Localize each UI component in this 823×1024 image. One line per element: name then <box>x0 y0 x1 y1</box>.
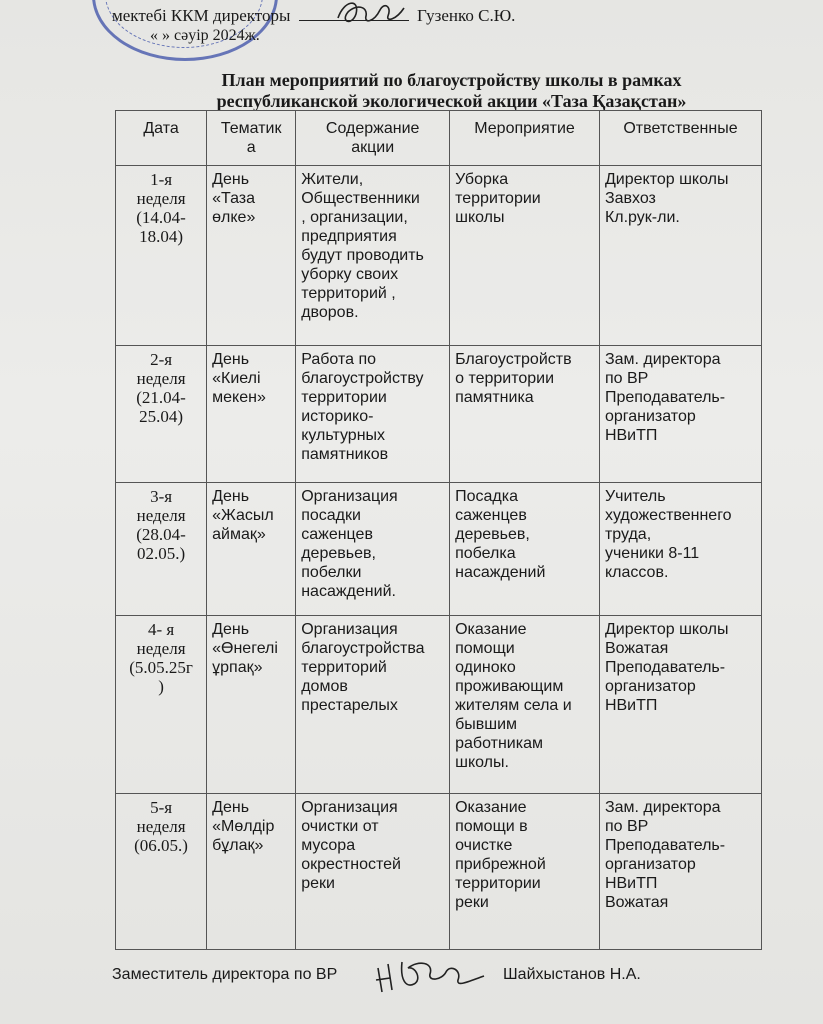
header-date: Дата <box>116 111 207 166</box>
header-responsible: Ответственные <box>599 111 761 166</box>
cell-date: 4- я неделя (5.05.25г ) <box>116 616 207 794</box>
header-content: Содержание акции <box>296 111 450 166</box>
cell-event: Благоустройств о территории памятника <box>450 346 600 483</box>
cell-responsible: Зам. директора по ВР Преподаватель- организатор НВиТП Вожатая <box>599 794 761 950</box>
director-signature <box>330 0 410 30</box>
cell-theme: День «Мөлдір бұлақ» <box>207 794 296 950</box>
cell-responsible: Директор школы Вожатая Преподаватель- организатор НВиТП <box>599 616 761 794</box>
events-plan-table <box>115 110 762 950</box>
cell-event: Оказание помощи в очистке прибрежной территории реки <box>450 794 600 950</box>
cell-date: 2-я неделя (21.04- 25.04) <box>116 346 207 483</box>
table-row <box>116 346 762 483</box>
cell-content: Организация очистки от мусора окрестностей реки <box>296 794 450 950</box>
footer-name: Шайхыстанов Н.А. <box>503 966 641 983</box>
page-title-line2: республиканской экологической акции «Таза Қазақстан» <box>216 91 687 111</box>
table-header-row <box>116 111 762 166</box>
cell-theme: День «Таза өлке» <box>207 166 296 346</box>
cell-content: Организация благоустройства территорий домов престарелых <box>296 616 450 794</box>
cell-content: Работа по благоустройству территории историко- культурных памятников <box>296 346 450 483</box>
cell-theme: День «Киелі мекен» <box>207 346 296 483</box>
approver-prefix: мектебі ККМ директоры <box>112 6 291 25</box>
table-row <box>116 616 762 794</box>
cell-date: 1-я неделя (14.04- 18.04) <box>116 166 207 346</box>
cell-responsible: Учитель художественнего труда, ученики 8-11 классов. <box>599 483 761 616</box>
header-event: Мероприятие <box>450 111 600 166</box>
approver-line <box>112 6 515 26</box>
approver-name: Гузенко С.Ю. <box>416 6 516 25</box>
table-row <box>116 794 762 950</box>
header-theme: Тематик а <box>207 111 296 166</box>
cell-theme: День «Өнегелі ұрпақ» <box>207 616 296 794</box>
cell-event: Уборка территории школы <box>450 166 600 346</box>
cell-responsible: Директор школы Завхоз Кл.рук-ли. <box>599 166 761 346</box>
cell-theme: День «Жасыл аймақ» <box>207 483 296 616</box>
cell-date: 3-я неделя (28.04- 02.05.) <box>116 483 207 616</box>
cell-event: Оказание помощи одиноко проживающим жителям села и бывшим работникам школы. <box>450 616 600 794</box>
cell-content: Жители, Общественники , организации, предприятия будут проводить уборку своих территорий , дворов. <box>296 166 450 346</box>
table-row <box>116 166 762 346</box>
cell-event: Посадка саженцев деревьев, побелка насаждений <box>450 483 600 616</box>
footer-position: Заместитель директора по ВР <box>112 966 338 983</box>
cell-responsible: Зам. директора по ВР Преподаватель- организатор НВиТП <box>599 346 761 483</box>
page-title-line1: План мероприятий по благоустройству школы в рамках <box>221 70 682 90</box>
approval-date: « » сәуір 2024ж. <box>150 27 260 44</box>
table-row <box>116 483 762 616</box>
cell-content: Организация посадки саженцев деревьев, побелки насаждений. <box>296 483 450 616</box>
deputy-signature <box>372 950 492 1000</box>
cell-date: 5-я неделя (06.05.) <box>116 794 207 950</box>
